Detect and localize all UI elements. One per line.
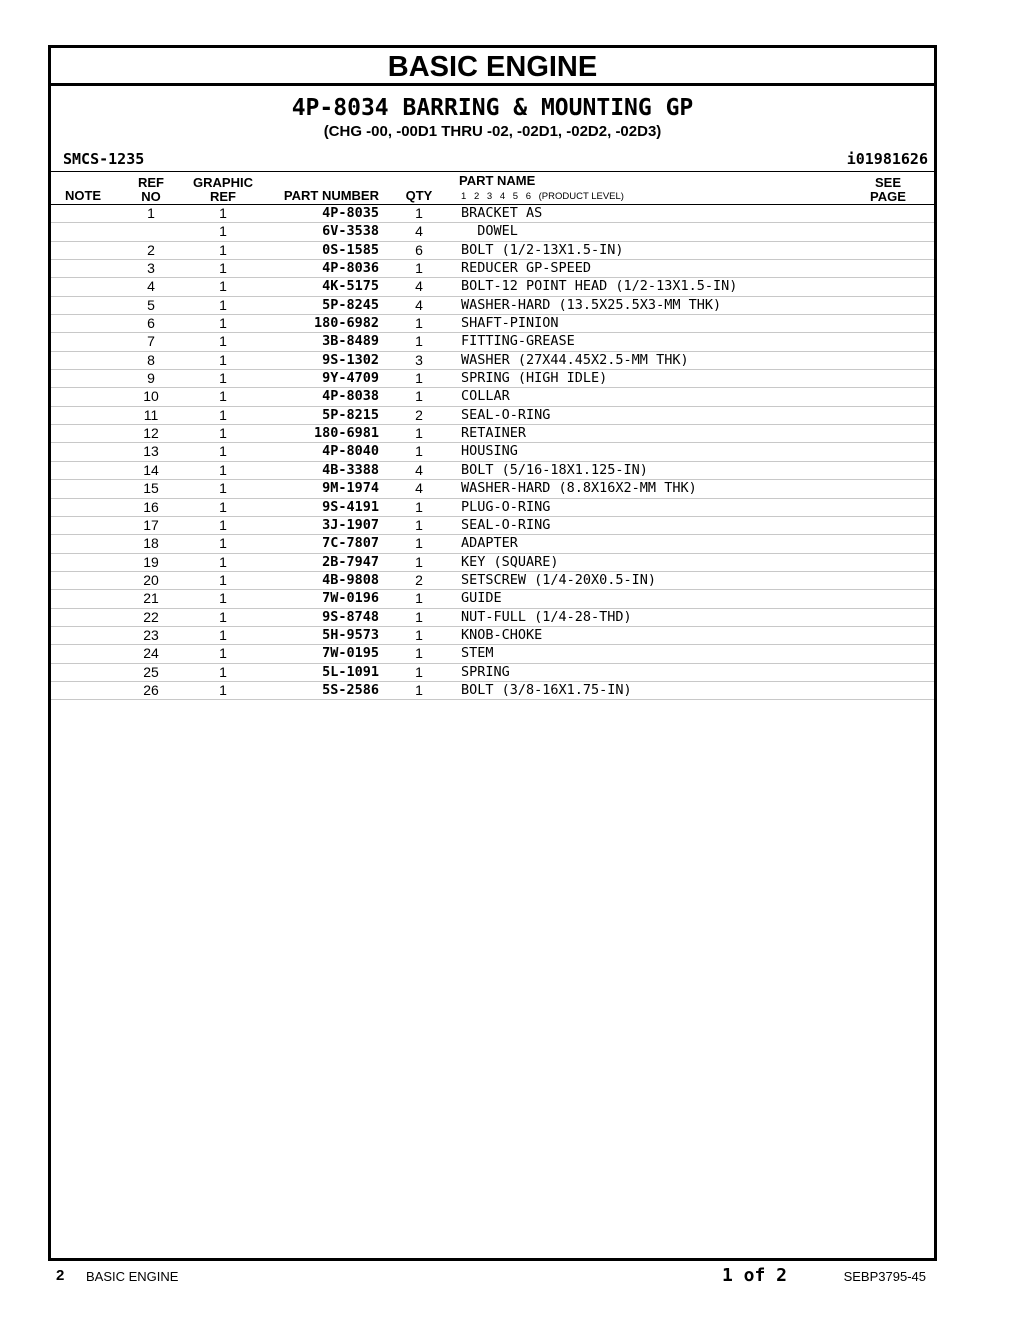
part-number-cell: 5H-9573 bbox=[322, 626, 379, 643]
table-row bbox=[51, 645, 934, 663]
qty-cell: 1 bbox=[415, 681, 423, 698]
table-row bbox=[51, 407, 934, 425]
part-name-cell: WASHER-HARD (8.8X16X2-MM THK) bbox=[461, 480, 697, 497]
table-row bbox=[51, 517, 934, 535]
ref-no-cell: 18 bbox=[143, 535, 159, 552]
ref-no-cell: 13 bbox=[143, 443, 159, 460]
column-header-ref-no bbox=[126, 176, 176, 204]
product-level-5: 5 bbox=[512, 191, 519, 202]
ref-no-cell: 16 bbox=[143, 498, 159, 515]
qty-cell: 1 bbox=[415, 516, 423, 533]
graphic-ref-cell: 1 bbox=[219, 315, 227, 332]
part-number-cell: 180-6981 bbox=[313, 425, 379, 442]
ref-no-cell: 5 bbox=[147, 296, 155, 313]
qty-cell: 1 bbox=[415, 425, 423, 442]
qty-cell: 6 bbox=[415, 241, 423, 258]
part-name-cell: COLLAR bbox=[461, 388, 510, 405]
part-number-cell: 0S-1585 bbox=[322, 241, 379, 258]
part-number-cell: 4B-9808 bbox=[322, 571, 379, 588]
ref-no-cell: 23 bbox=[143, 626, 159, 643]
column-header-graphic-ref-line1: GRAPHIC bbox=[193, 175, 253, 190]
part-name-cell: BOLT-12 POINT HEAD (1/2-13X1.5-IN) bbox=[461, 278, 738, 295]
graphic-ref-cell: 1 bbox=[219, 370, 227, 387]
part-number-cell: 7W-0195 bbox=[322, 645, 379, 662]
ref-no-cell: 25 bbox=[143, 663, 159, 680]
graphic-ref-cell: 1 bbox=[219, 388, 227, 405]
footer-document-number: SEBP3795-45 bbox=[843, 1269, 926, 1284]
graphic-ref-cell: 1 bbox=[219, 223, 227, 240]
table-row bbox=[51, 260, 934, 278]
footer-page-number: 2 bbox=[56, 1267, 65, 1284]
part-number-cell: 9S-8748 bbox=[322, 608, 379, 625]
table-row bbox=[51, 609, 934, 627]
graphic-ref-cell: 1 bbox=[219, 681, 227, 698]
part-name-cell: SEAL-O-RING bbox=[461, 516, 551, 533]
ref-no-cell: 24 bbox=[143, 645, 159, 662]
group-title: 4P-8034 BARRING & MOUNTING GP bbox=[291, 95, 694, 121]
table-row bbox=[51, 664, 934, 682]
ref-no-cell: 22 bbox=[143, 608, 159, 625]
table-row bbox=[51, 352, 934, 370]
part-name-cell: BOLT (5/16-18X1.125-IN) bbox=[461, 461, 648, 478]
qty-cell: 4 bbox=[415, 296, 423, 313]
table-row bbox=[51, 205, 934, 223]
qty-cell: 1 bbox=[415, 205, 423, 221]
ref-no-cell: 4 bbox=[147, 278, 155, 295]
part-name-cell: SETSCREW (1/4-20X0.5-IN) bbox=[461, 571, 657, 588]
table-row bbox=[51, 223, 934, 241]
qty-cell: 4 bbox=[415, 223, 423, 240]
table-row bbox=[51, 333, 934, 351]
column-header-ref-no-line2: NO bbox=[141, 189, 161, 204]
part-name-cell: WASHER (27X44.45X2.5-MM THK) bbox=[461, 351, 689, 368]
table-row bbox=[51, 242, 934, 260]
qty-cell: 1 bbox=[415, 626, 423, 643]
ref-no-cell: 12 bbox=[143, 425, 159, 442]
part-name-cell: WASHER-HARD (13.5X25.5X3-MM THK) bbox=[461, 296, 722, 313]
product-level-label: (PRODUCT LEVEL) bbox=[538, 191, 624, 202]
ref-no-cell: 11 bbox=[143, 406, 159, 423]
graphic-ref-cell: 1 bbox=[219, 645, 227, 662]
graphic-ref-cell: 1 bbox=[219, 590, 227, 607]
table-row bbox=[51, 627, 934, 645]
graphic-ref-cell: 1 bbox=[219, 498, 227, 515]
part-number-cell: 5S-2586 bbox=[322, 681, 379, 698]
graphic-ref-cell: 1 bbox=[219, 516, 227, 533]
table-row bbox=[51, 462, 934, 480]
part-name-cell: HOUSING bbox=[461, 443, 518, 460]
qty-cell: 1 bbox=[415, 553, 423, 570]
part-name-cell: DOWEL bbox=[461, 223, 518, 240]
part-name-cell: KNOB-CHOKE bbox=[461, 626, 543, 643]
part-number-cell: 7W-0196 bbox=[322, 590, 379, 607]
ref-no-cell: 14 bbox=[143, 461, 159, 478]
product-level-6: 6 bbox=[525, 191, 531, 202]
product-level-3: 3 bbox=[486, 191, 493, 202]
part-name-cell: ADAPTER bbox=[461, 535, 518, 552]
graphic-ref-cell: 1 bbox=[219, 480, 227, 497]
graphic-ref-cell: 1 bbox=[219, 553, 227, 570]
part-name-cell: BOLT (1/2-13X1.5-IN) bbox=[461, 241, 624, 258]
table-row bbox=[51, 388, 934, 406]
graphic-ref-cell: 1 bbox=[219, 443, 227, 460]
ref-no-cell: 21 bbox=[143, 590, 159, 607]
graphic-ref-cell: 1 bbox=[219, 296, 227, 313]
graphic-ref-cell: 1 bbox=[219, 278, 227, 295]
change-level-range: (CHG -00, -00D1 THRU -02, -02D1, -02D2, -02D3) bbox=[323, 123, 662, 140]
table-row bbox=[51, 278, 934, 296]
column-header-see-page bbox=[858, 176, 918, 204]
illustration-id: i01981626 bbox=[846, 150, 928, 168]
column-header-see-page-line2: PAGE bbox=[870, 189, 906, 204]
part-number-cell: 4B-3388 bbox=[322, 461, 379, 478]
ref-no-cell: 2 bbox=[147, 241, 155, 258]
product-level-1: 1 bbox=[461, 191, 467, 202]
graphic-ref-cell: 1 bbox=[219, 535, 227, 552]
column-header-part-name: PART NAME bbox=[459, 173, 536, 188]
part-number-cell: 7C-7807 bbox=[322, 535, 379, 552]
ref-no-cell: 19 bbox=[143, 553, 159, 570]
part-number-cell: 9M-1974 bbox=[322, 480, 379, 497]
table-row bbox=[51, 480, 934, 498]
qty-cell: 1 bbox=[415, 260, 423, 277]
part-number-cell: 9Y-4709 bbox=[322, 370, 379, 387]
ref-no-cell: 8 bbox=[147, 351, 155, 368]
part-name-cell: SHAFT-PINION bbox=[461, 315, 559, 332]
part-name-cell: RETAINER bbox=[461, 425, 527, 442]
part-name-cell: NUT-FULL (1/4-28-THD) bbox=[461, 608, 632, 625]
part-name-cell: SPRING (HIGH IDLE) bbox=[461, 370, 608, 387]
part-name-cell: SEAL-O-RING bbox=[461, 406, 551, 423]
part-number-cell: 9S-4191 bbox=[322, 498, 379, 515]
parts-list-frame bbox=[48, 45, 937, 1261]
column-header-ref-no-line1: REF bbox=[138, 175, 164, 190]
graphic-ref-cell: 1 bbox=[219, 663, 227, 680]
part-number-cell: 4K-5175 bbox=[322, 278, 379, 295]
graphic-ref-cell: 1 bbox=[219, 608, 227, 625]
table-row bbox=[51, 572, 934, 590]
qty-cell: 1 bbox=[415, 498, 423, 515]
ref-no-cell: 15 bbox=[143, 480, 159, 497]
column-header-qty: QTY bbox=[405, 188, 433, 203]
table-row bbox=[51, 535, 934, 553]
product-level-2: 2 bbox=[473, 191, 480, 202]
part-number-cell: 5P-8245 bbox=[322, 296, 379, 313]
qty-cell: 1 bbox=[415, 370, 423, 387]
qty-cell: 1 bbox=[415, 608, 423, 625]
column-header-part-number: PART NUMBER bbox=[283, 188, 379, 203]
column-header-graphic-ref-line2: REF bbox=[210, 189, 236, 204]
table-row bbox=[51, 590, 934, 608]
graphic-ref-cell: 1 bbox=[219, 241, 227, 258]
qty-cell: 4 bbox=[415, 461, 423, 478]
table-row bbox=[51, 370, 934, 388]
qty-cell: 1 bbox=[415, 535, 423, 552]
qty-cell: 3 bbox=[415, 351, 423, 368]
qty-cell: 1 bbox=[415, 388, 423, 405]
footer-section-name: BASIC ENGINE bbox=[86, 1269, 179, 1284]
ref-no-cell: 10 bbox=[143, 388, 159, 405]
part-number-cell: 5L-1091 bbox=[322, 663, 379, 680]
ref-no-cell: 6 bbox=[147, 315, 155, 332]
graphic-ref-cell: 1 bbox=[219, 461, 227, 478]
qty-cell: 1 bbox=[415, 663, 423, 680]
ref-no-cell: 9 bbox=[147, 370, 155, 387]
table-row bbox=[51, 499, 934, 517]
ref-no-cell: 7 bbox=[147, 333, 155, 350]
part-name-cell: GUIDE bbox=[461, 590, 502, 607]
table-row bbox=[51, 425, 934, 443]
ref-no-cell: 1 bbox=[147, 205, 155, 221]
part-number-cell: 9S-1302 bbox=[322, 351, 379, 368]
qty-cell: 1 bbox=[415, 645, 423, 662]
part-name-cell: PLUG-O-RING bbox=[461, 498, 551, 515]
smcs-code: SMCS-1235 bbox=[63, 150, 145, 168]
product-level-4: 4 bbox=[499, 191, 506, 202]
part-number-cell: 6V-3538 bbox=[322, 223, 379, 240]
part-name-cell: SPRING bbox=[461, 663, 510, 680]
ref-no-cell: 3 bbox=[147, 260, 155, 277]
ref-no-cell: 26 bbox=[143, 681, 159, 698]
graphic-ref-cell: 1 bbox=[219, 205, 227, 221]
part-name-cell: STEM bbox=[461, 645, 494, 662]
part-number-cell: 3J-1907 bbox=[322, 516, 379, 533]
column-header-see-page-line1: SEE bbox=[874, 175, 901, 190]
part-number-cell: 180-6982 bbox=[313, 315, 379, 332]
column-header-note: NOTE bbox=[64, 188, 102, 203]
qty-cell: 4 bbox=[415, 480, 423, 497]
footer-sheet-count: 1 of 2 bbox=[722, 1265, 788, 1286]
graphic-ref-cell: 1 bbox=[219, 425, 227, 442]
graphic-ref-cell: 1 bbox=[219, 260, 227, 277]
section-title: BASIC ENGINE bbox=[51, 48, 934, 86]
part-name-cell: BRACKET AS bbox=[461, 205, 543, 221]
part-name-cell: BOLT (3/8-16X1.75-IN) bbox=[461, 681, 632, 698]
graphic-ref-cell: 1 bbox=[219, 333, 227, 350]
qty-cell: 1 bbox=[415, 333, 423, 350]
part-name-cell: FITTING-GREASE bbox=[461, 333, 575, 350]
ref-no-cell: 20 bbox=[143, 571, 159, 588]
part-number-cell: 4P-8038 bbox=[322, 388, 379, 405]
qty-cell: 2 bbox=[415, 406, 423, 423]
qty-cell: 1 bbox=[415, 590, 423, 607]
parts-table-body bbox=[51, 205, 934, 700]
table-row bbox=[51, 315, 934, 333]
ref-no-cell: 17 bbox=[143, 516, 159, 533]
table-row bbox=[51, 554, 934, 572]
table-row bbox=[51, 297, 934, 315]
part-number-cell: 4P-8040 bbox=[322, 443, 379, 460]
table-row bbox=[51, 682, 934, 700]
graphic-ref-cell: 1 bbox=[219, 406, 227, 423]
table-row bbox=[51, 443, 934, 461]
part-number-cell: 4P-8036 bbox=[322, 260, 379, 277]
graphic-ref-cell: 1 bbox=[219, 351, 227, 368]
part-number-cell: 2B-7947 bbox=[322, 553, 379, 570]
part-name-cell: KEY (SQUARE) bbox=[461, 553, 559, 570]
part-number-cell: 3B-8489 bbox=[322, 333, 379, 350]
column-header-graphic-ref bbox=[187, 176, 259, 204]
graphic-ref-cell: 1 bbox=[219, 571, 227, 588]
qty-cell: 4 bbox=[415, 278, 423, 295]
part-name-cell: REDUCER GP-SPEED bbox=[461, 260, 592, 277]
graphic-ref-cell: 1 bbox=[219, 626, 227, 643]
part-number-cell: 5P-8215 bbox=[322, 406, 379, 423]
qty-cell: 1 bbox=[415, 315, 423, 332]
product-level-scale bbox=[461, 191, 624, 202]
part-number-cell: 4P-8035 bbox=[322, 205, 379, 221]
header-divider bbox=[51, 171, 934, 172]
qty-cell: 2 bbox=[415, 571, 423, 588]
qty-cell: 1 bbox=[415, 443, 423, 460]
